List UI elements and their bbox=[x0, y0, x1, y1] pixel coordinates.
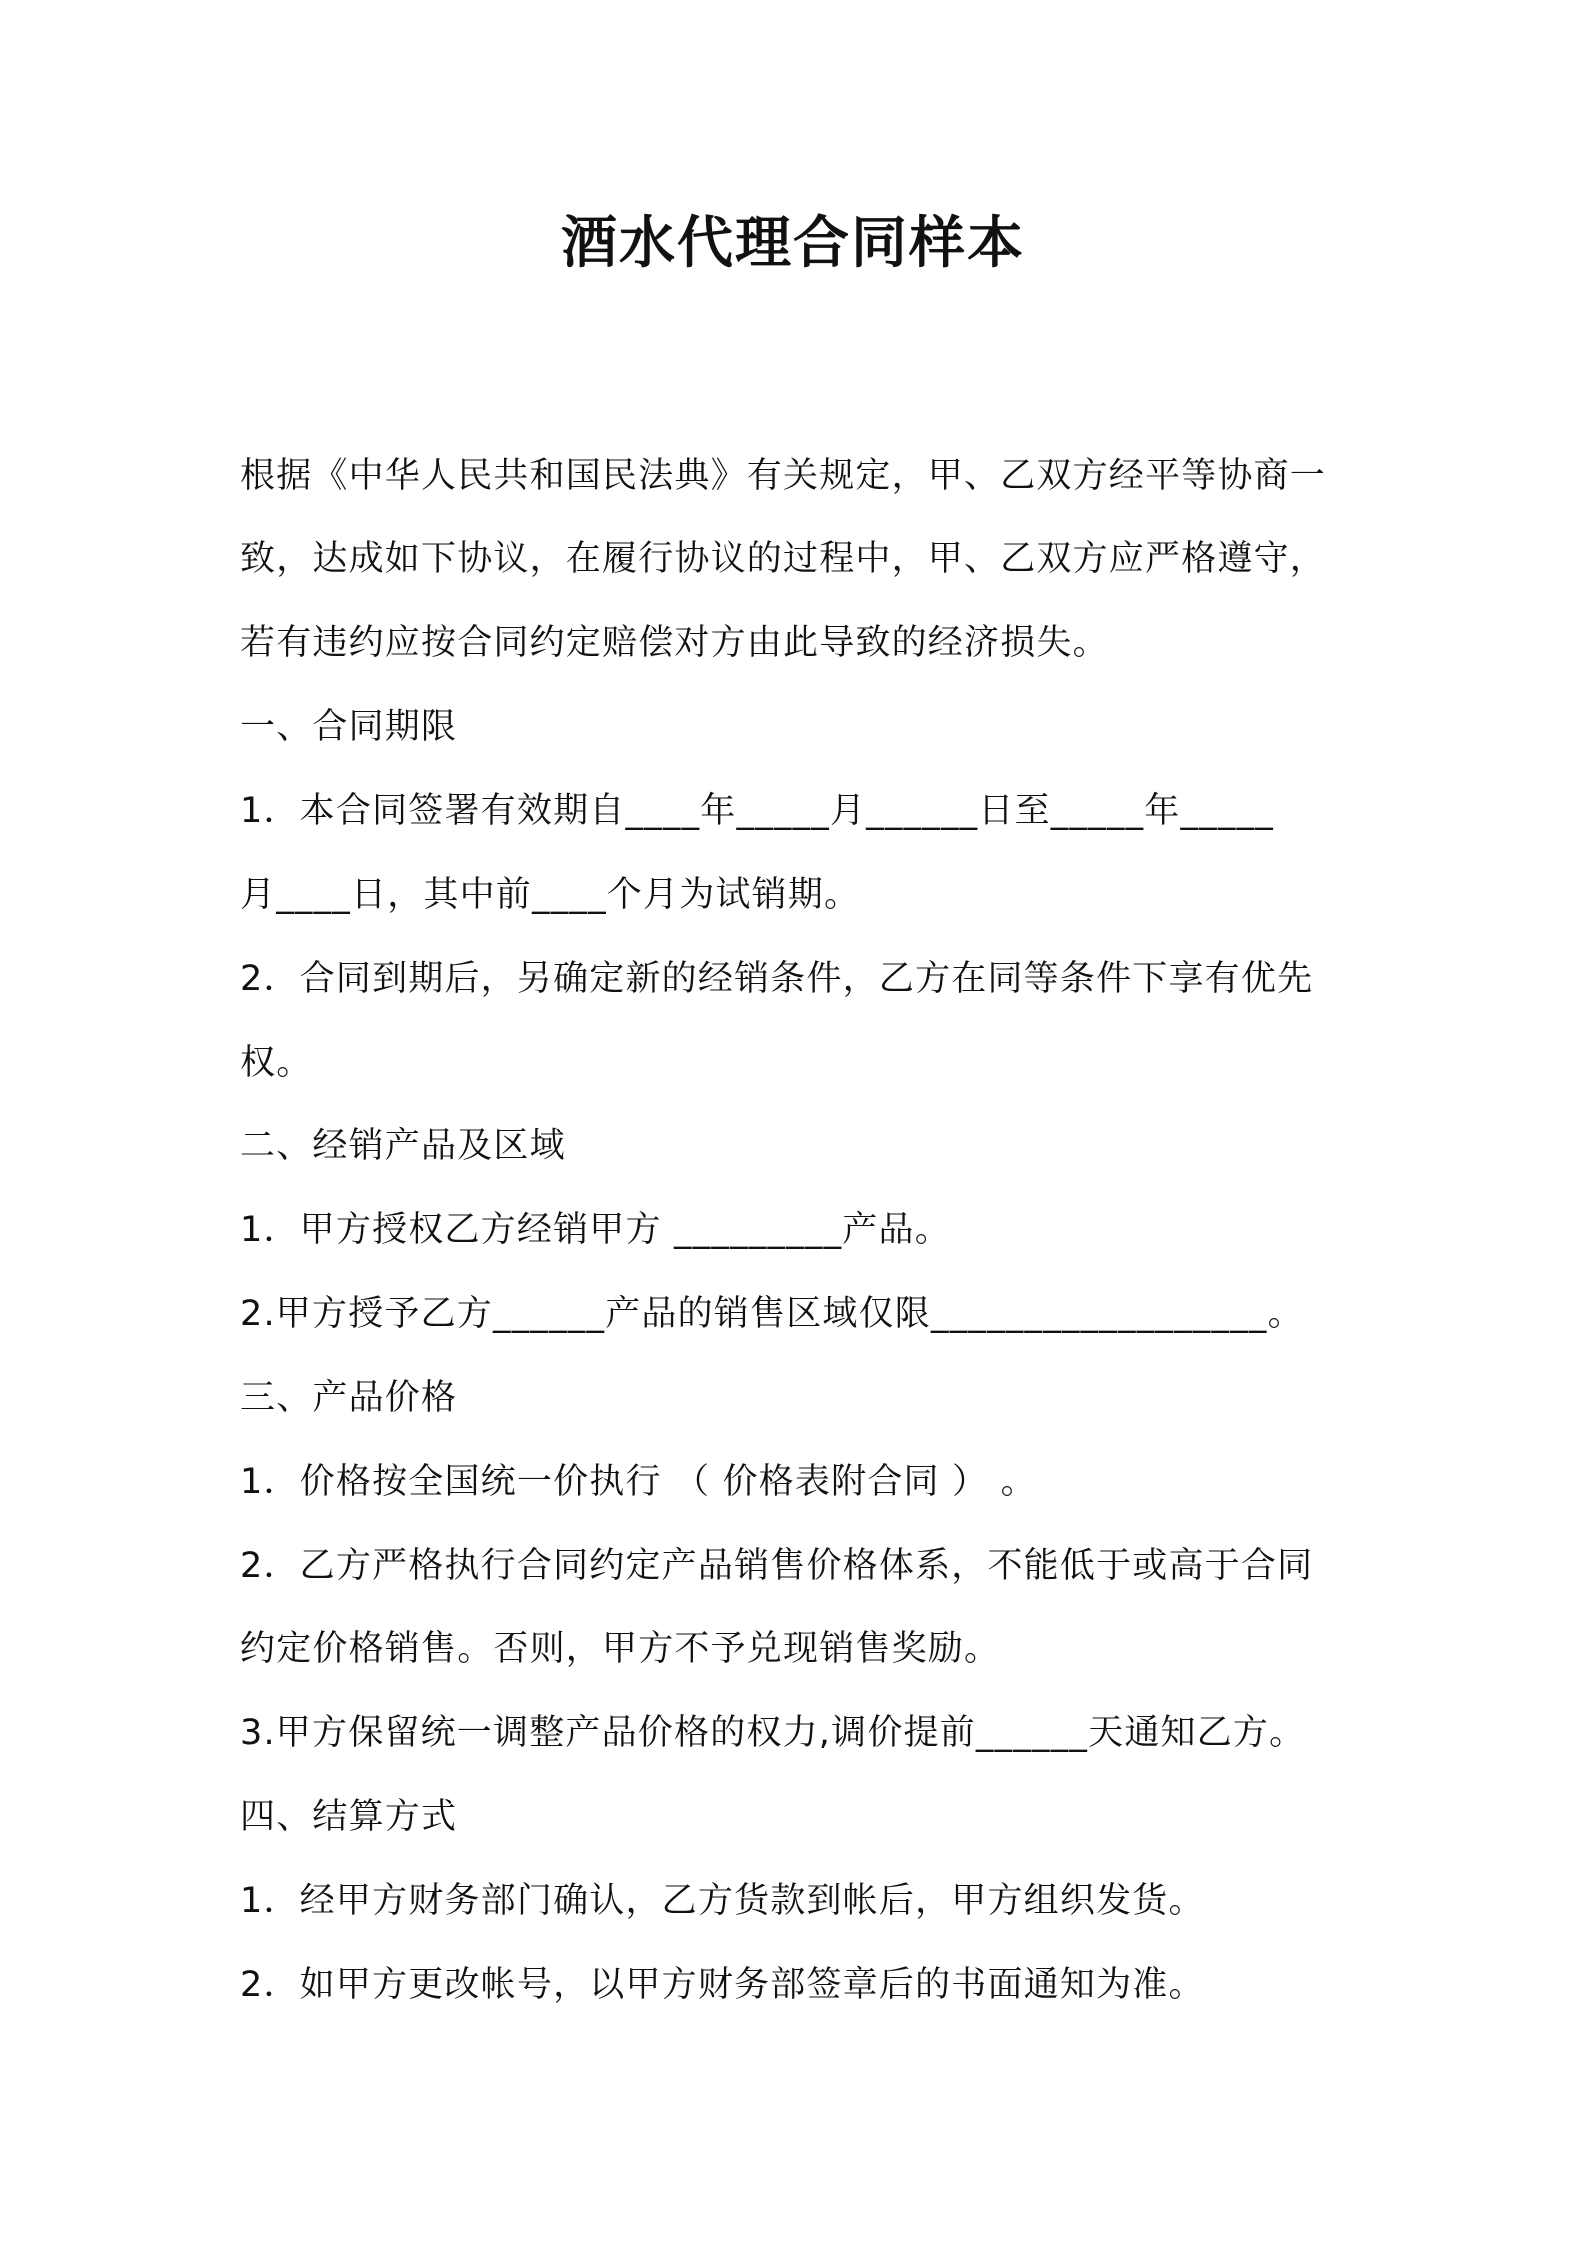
clause-1-1-line-2: 月____日，其中前____个月为试销期。 bbox=[240, 875, 861, 915]
clause-4-1: 1．经甲方财务部门确认，乙方货款到帐后，甲方组织发货。 bbox=[240, 1881, 1205, 1921]
clause-3-3: 3.甲方保留统一调整产品价格的权力,调价提前______天通知乙方。 bbox=[240, 1713, 1306, 1753]
clause-1-2-line-1: 2．合同到期后，另确定新的经销条件，乙方在同等条件下享有优先 bbox=[240, 959, 1314, 999]
section-heading-products-region: 二、经销产品及区域 bbox=[240, 1126, 566, 1166]
clause-2-2: 2.甲方授予乙方______产品的销售区域仅限__________________。 bbox=[240, 1294, 1304, 1334]
clause-3-1: 1．价格按全国统一价执行 （ 价格表附合同 ） 。 bbox=[240, 1462, 1037, 1502]
clause-3-2-line-2: 约定价格销售。否则，甲方不予兑现销售奖励。 bbox=[240, 1629, 1001, 1669]
intro-line-2: 致，达成如下协议，在履行协议的过程中，甲、乙双方应严格遵守， bbox=[240, 539, 1327, 579]
clause-2-1: 1．甲方授权乙方经销甲方 _________产品。 bbox=[240, 1210, 951, 1250]
section-heading-settlement: 四、结算方式 bbox=[240, 1797, 458, 1837]
intro-line-1: 根据《中华人民共和国民法典》有关规定，甲、乙双方经平等协商一 bbox=[240, 456, 1327, 496]
section-heading-price: 三、产品价格 bbox=[240, 1378, 458, 1418]
section-heading-term: 一、合同期限 bbox=[240, 707, 458, 747]
document-title: 酒水代理合同样本 bbox=[561, 211, 1025, 276]
clause-1-1-line-1: 1．本合同签署有效期自____年_____月______日至_____年_____ bbox=[240, 791, 1274, 831]
clause-1-2-line-2: 权。 bbox=[240, 1043, 313, 1083]
intro-line-3: 若有违约应按合同约定赔偿对方由此导致的经济损失。 bbox=[240, 623, 1109, 663]
clause-4-2: 2．如甲方更改帐号，以甲方财务部签章后的书面通知为准。 bbox=[240, 1965, 1205, 2005]
clause-3-2-line-1: 2．乙方严格执行合同约定产品销售价格体系，不能低于或高于合同 bbox=[240, 1546, 1314, 1586]
